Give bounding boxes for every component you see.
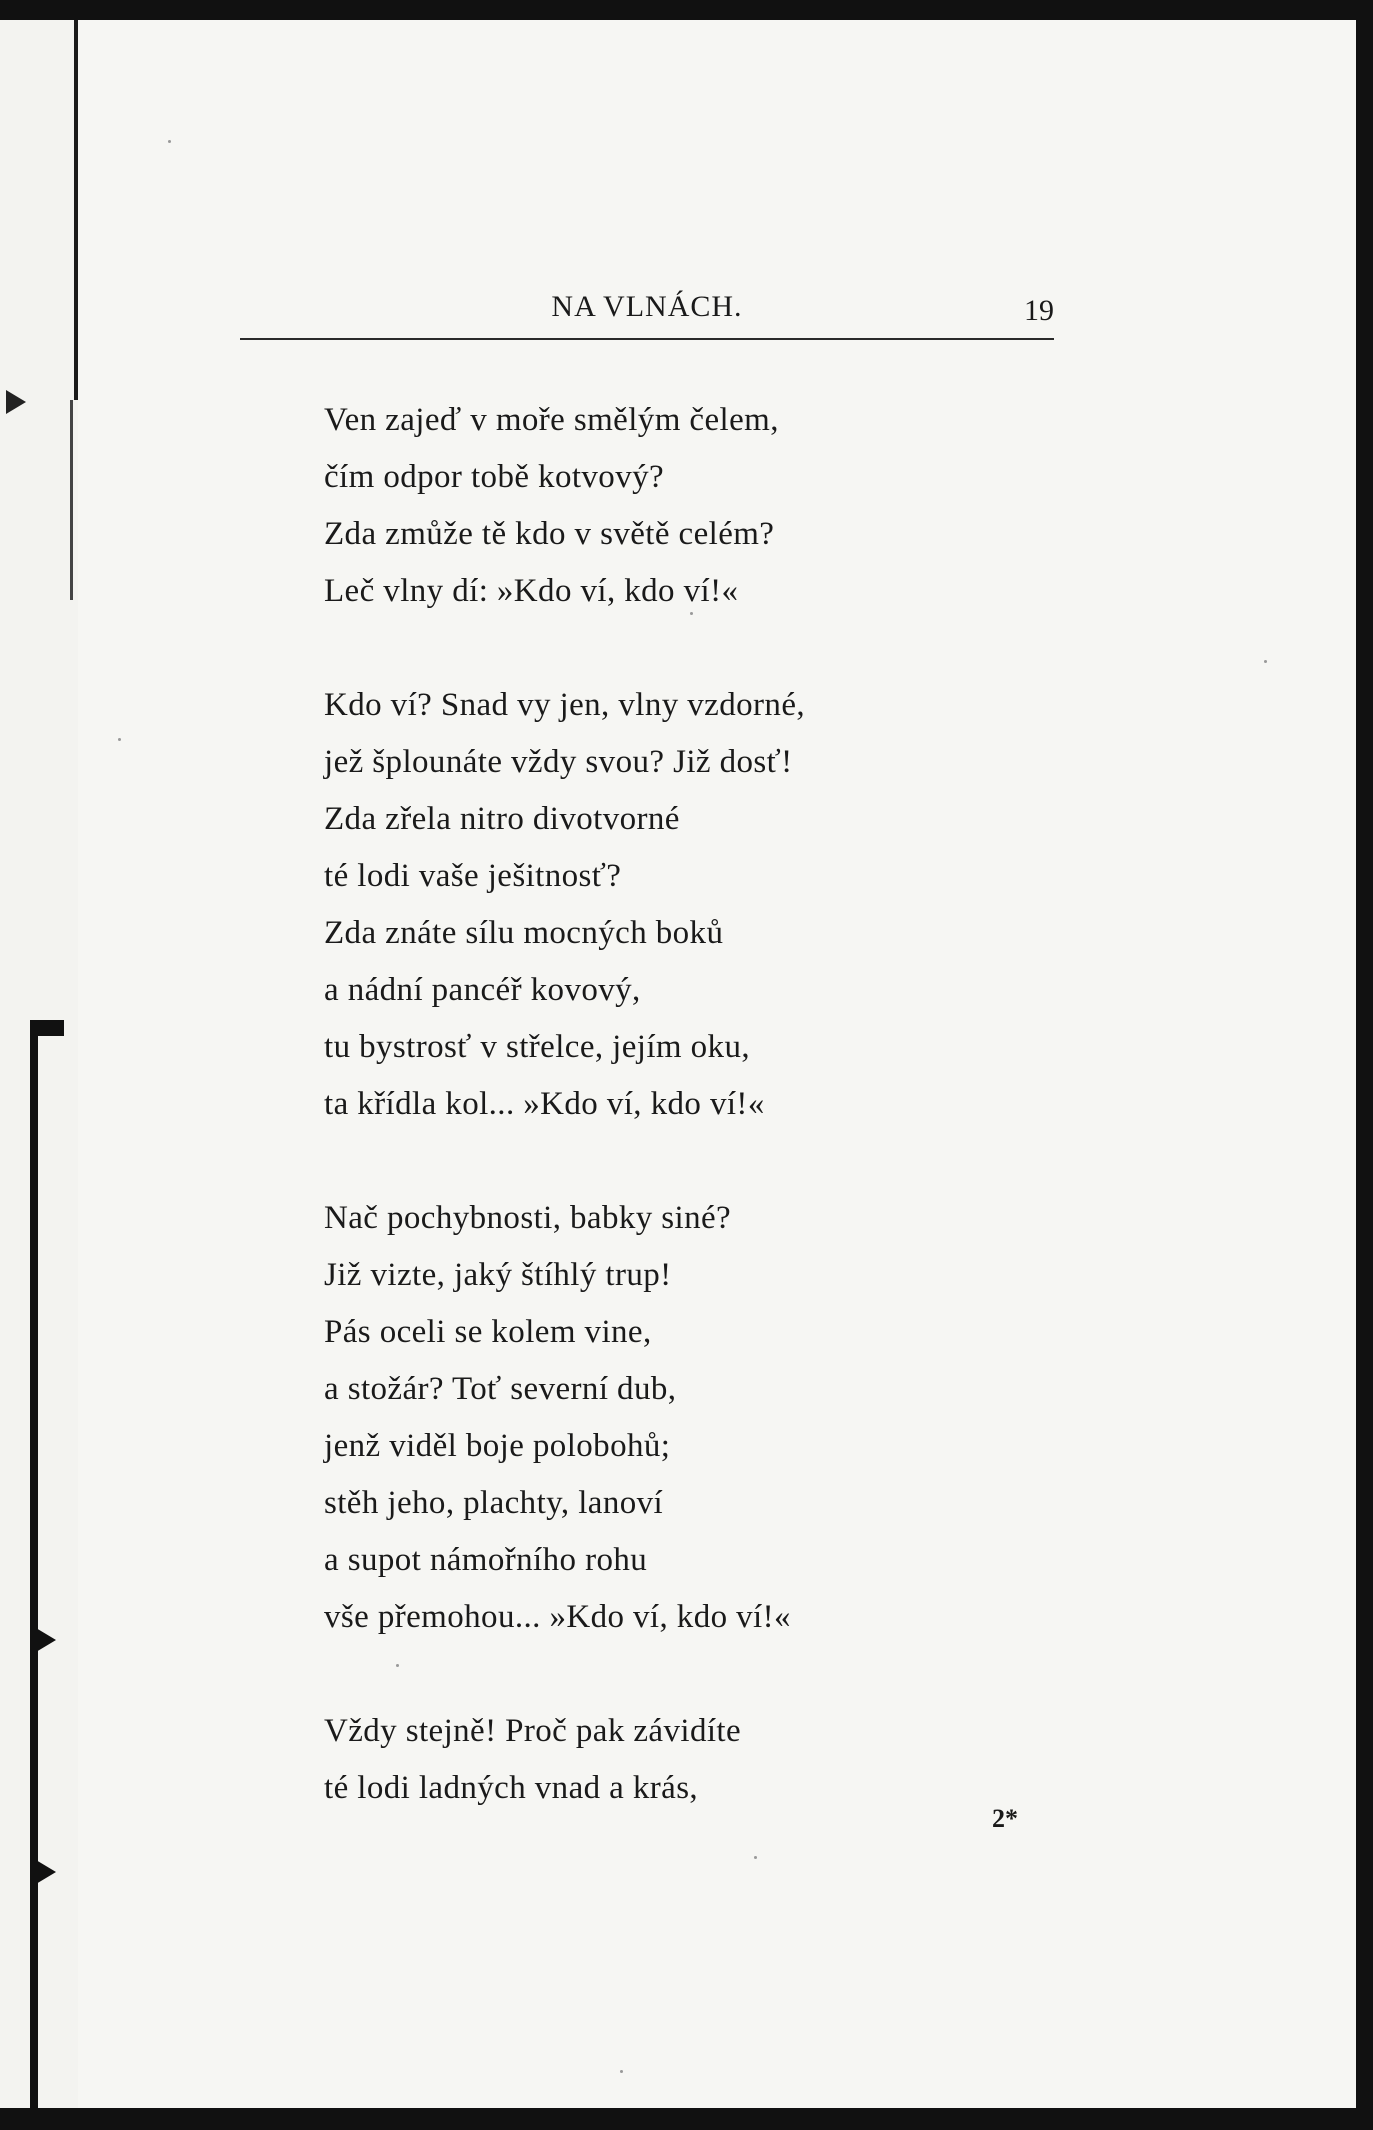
verse-line: Kdo ví? Snad vy jen, vlny vzdorné, bbox=[324, 687, 806, 723]
verse-line: Ven zajeď v moře smělým čelem, bbox=[324, 402, 779, 438]
page-number: 19 bbox=[1024, 294, 1054, 327]
verse-line: a supot námořního rohu bbox=[324, 1542, 648, 1578]
verse-line: jenž viděl boje polobohů; bbox=[324, 1428, 671, 1464]
paper-speck bbox=[690, 612, 693, 615]
verse-line: čím odpor tobě kotvový? bbox=[324, 459, 665, 495]
verse-line: Vždy stejně! Proč pak závidíte bbox=[324, 1713, 742, 1749]
paper-speck bbox=[620, 2070, 623, 2073]
stanza bbox=[324, 392, 1044, 620]
scan-bracket-tab bbox=[36, 1628, 56, 1652]
printer-signature-mark: 2* bbox=[992, 1804, 1018, 1833]
scan-bottom-edge bbox=[0, 2108, 1373, 2130]
verse-line: vše přemohou... »Kdo ví, kdo ví!« bbox=[324, 1599, 791, 1635]
verse-line: Leč vlny dí: »Kdo ví, kdo ví!« bbox=[324, 573, 739, 609]
paper-speck bbox=[1264, 660, 1267, 663]
scan-margin-tab bbox=[6, 390, 26, 414]
scan-top-edge bbox=[0, 0, 1373, 22]
verse-line: té lodi ladných vnad a krás, bbox=[324, 1770, 699, 1806]
verse-line: Zda zmůže tě kdo v světě celém? bbox=[324, 516, 775, 552]
paper-speck bbox=[118, 738, 121, 741]
verse-line: ta křídla kol... »Kdo ví, kdo ví!« bbox=[324, 1086, 765, 1122]
verse-line: a nádní pancéř kovový, bbox=[324, 972, 641, 1008]
verse-line: tu bystrosť v střelce, jejím oku, bbox=[324, 1029, 750, 1065]
scan-bracket-tab bbox=[36, 1860, 56, 1884]
verse-line: Zda znáte sílu mocných boků bbox=[324, 915, 724, 951]
verse-line: stěh jeho, plachty, lanoví bbox=[324, 1485, 664, 1521]
scan-bracket bbox=[30, 1020, 38, 2110]
verse-line: Pás oceli se kolem vine, bbox=[324, 1314, 652, 1350]
scan-right-edge bbox=[1356, 20, 1373, 2130]
stanza bbox=[324, 677, 1044, 1133]
stanza bbox=[324, 1190, 1044, 1646]
paper-speck bbox=[168, 140, 171, 143]
verse-line: té lodi vaše ješitnosť? bbox=[324, 858, 622, 894]
header-rule bbox=[240, 338, 1054, 340]
stanza bbox=[324, 1703, 1044, 1817]
verse-line: Zda zřela nitro divotvorné bbox=[324, 801, 680, 837]
verse-line: a stožár? Toť severní dub, bbox=[324, 1371, 677, 1407]
verse-line: Nač pochybnosti, babky siné? bbox=[324, 1200, 732, 1236]
paper-speck bbox=[754, 1856, 757, 1859]
scan-bracket-top bbox=[30, 1020, 64, 1036]
poem-body bbox=[324, 392, 1044, 1817]
verse-line: jež šplounáte vždy svou? Již dosť! bbox=[324, 744, 793, 780]
running-head bbox=[240, 290, 1054, 334]
scan-left-margin bbox=[0, 20, 78, 2130]
paper-speck bbox=[396, 1664, 399, 1667]
page-title: NA VLNÁCH. bbox=[551, 290, 743, 323]
verse-line: Již vizte, jaký štíhlý trup! bbox=[324, 1257, 672, 1293]
book-spine-shadow-lower bbox=[70, 400, 73, 600]
